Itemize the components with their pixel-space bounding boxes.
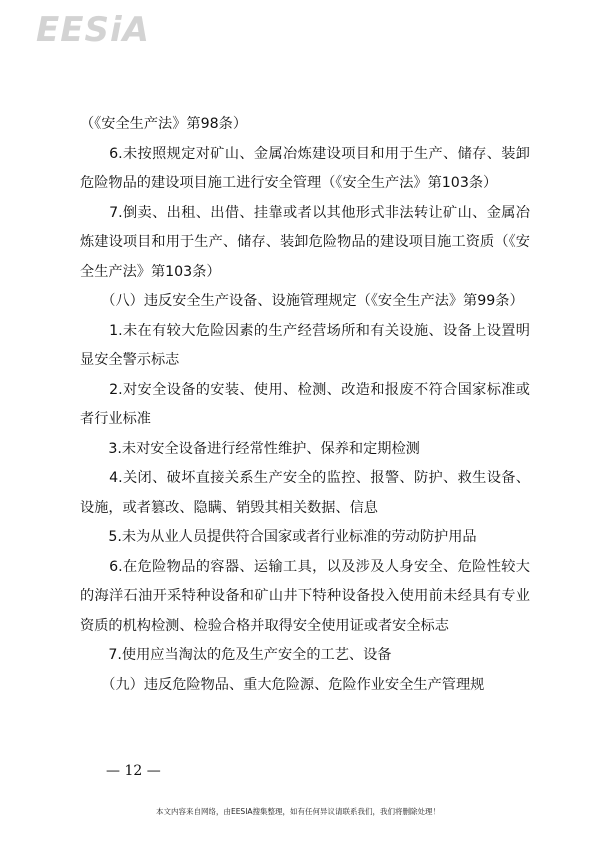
paragraph: 6.未按照规定对矿山、金属冶炼建设项目和用于生产、储存、装卸危险物品的建设项目施工进行安全管理（《安全生产法》第103条）: [80, 145, 530, 191]
paragraph: （《安全生产法》第98条）: [80, 116, 248, 132]
document-body: [80, 110, 530, 700]
paragraph: 1.未在有较大危险因素的生产经营场所和有关设施、设备上设置明显安全警示标志: [80, 322, 530, 368]
paragraph: 7.使用应当淘汰的危及生产安全的工艺、设备: [80, 647, 392, 663]
paragraph: （八）违反安全生产设备、设施管理规定（《安全生产法》第99条）: [80, 293, 524, 309]
paragraph: 4.关闭、破坏直接关系生产安全的监控、报警、防护、救生设备、设施，或者篡改、隐瞒、销毁其相关数据、信息: [80, 470, 530, 516]
paragraph: （九）违反危险物品、重大危险源、危险作业安全生产管理规: [80, 676, 485, 693]
watermark-logo: EESiA: [36, 10, 150, 50]
page-number: — 12 —: [106, 763, 161, 779]
paragraph: 6.在危险物品的容器、运输工具，以及涉及人身安全、危险性较大的海洋石油开采特种设备和矿山井下特种设备投入使用前未经具有专业资质的机构检测、检验合格并取得安全使用证或者安全标志: [80, 558, 530, 634]
paragraph: 7.倒卖、出租、出借、挂靠或者以其他形式非法转让矿山、金属冶炼建设项目和用于生产、储存、装卸危险物品的建设项目施工资质（《安全生产法》第103条）: [80, 204, 530, 280]
paragraph: 5.未为从业人员提供符合国家或者行业标准的劳动防护用品: [80, 529, 477, 545]
paragraph: 3.未对安全设备进行经常性维护、保养和定期检测: [80, 440, 420, 457]
paragraph: 2.对安全设备的安装、使用、检测、改造和报废不符合国家标准或者行业标准: [80, 381, 530, 427]
footer-notice: 本文内容来自网络，由EESIA搜集整理，如有任何异议请联系我们，我们将删除处理！: [155, 807, 441, 816]
